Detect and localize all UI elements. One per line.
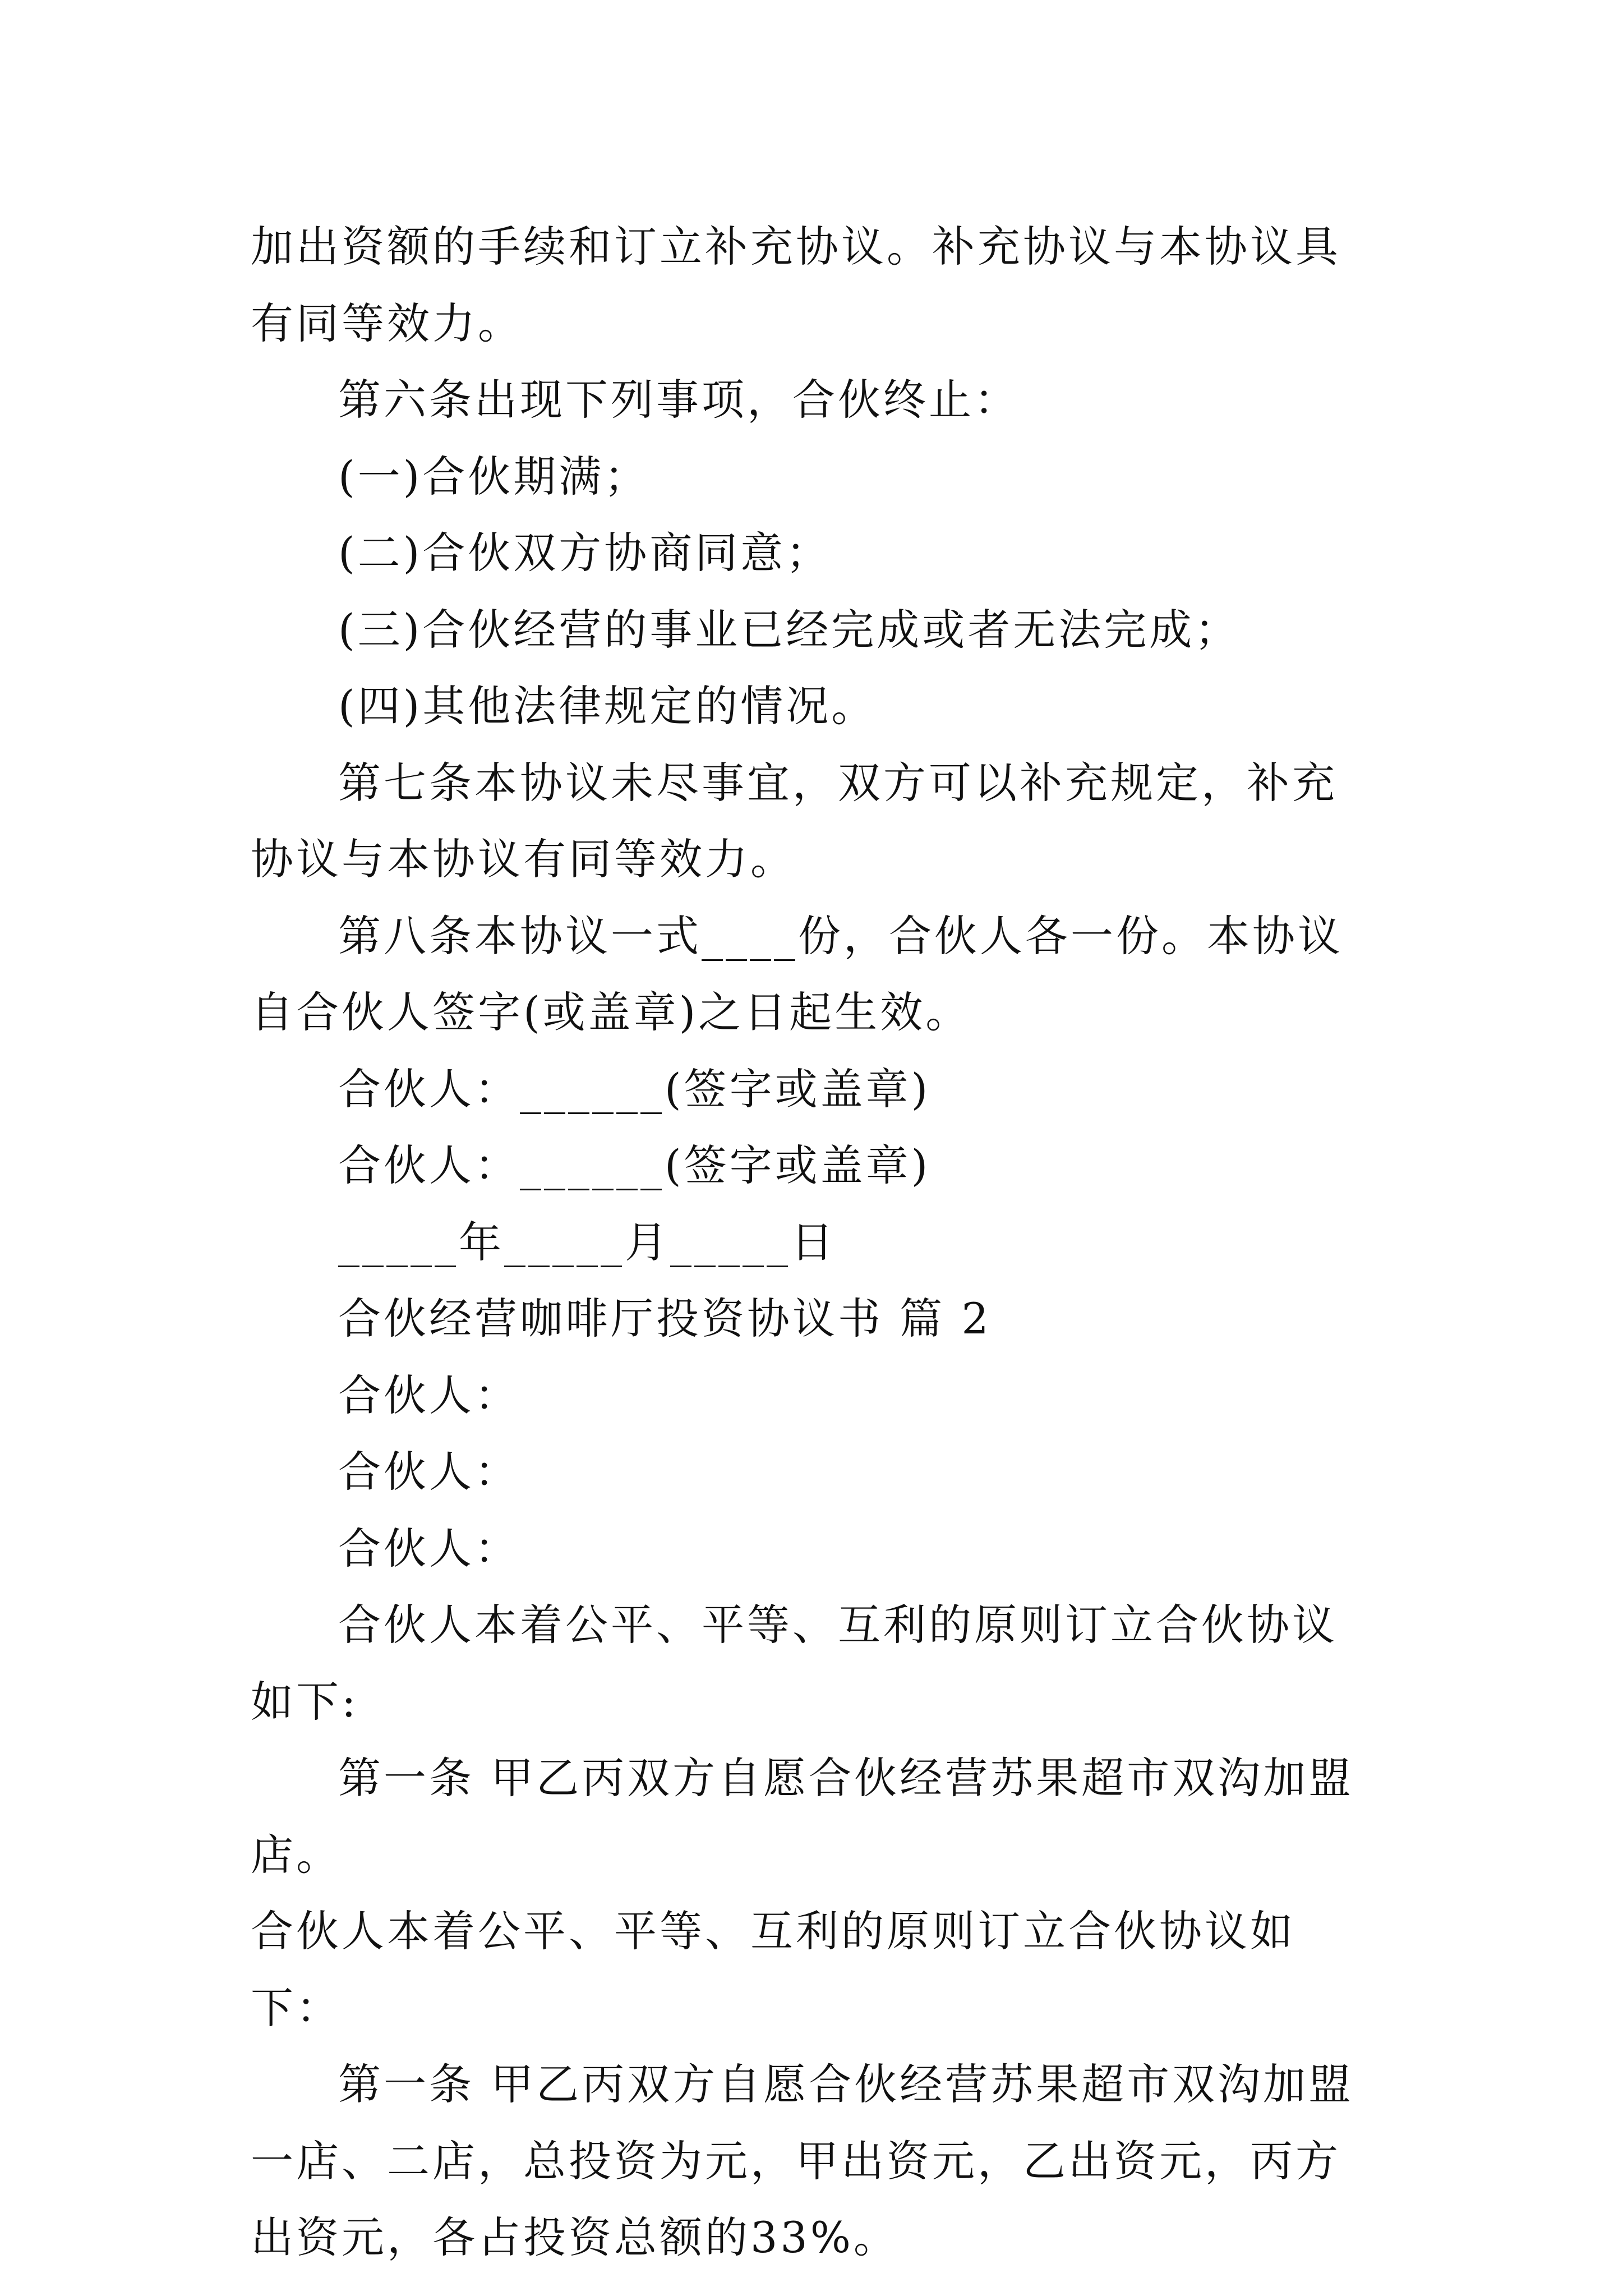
date-line: _____年_____月_____日 bbox=[338, 1217, 836, 1267]
paragraph: (二)合伙双方协商同意； bbox=[338, 528, 832, 578]
signature-line: 合伙人：______(签字或盖章) bbox=[338, 1140, 931, 1190]
paragraph: 第八条本协议一式____份，合伙人各一份。本协议自合伙人签字(或盖章)之日起生效。 bbox=[251, 910, 1343, 1037]
partner-line: 合伙人： bbox=[338, 1523, 520, 1573]
paragraph: (四)其他法律规定的情况。 bbox=[338, 681, 877, 731]
paragraph: 第一条 甲乙丙双方自愿合伙经营苏果超市双沟加盟一店、二店，总投资为元，甲出资元，乙出资元，丙方出资元，各占投资总额的33%。 bbox=[251, 2059, 1354, 2262]
section-title: 合伙经营咖啡厅投资协议书 篇 2 bbox=[338, 1294, 992, 1343]
paragraph: (三)合伙经营的事业已经完成或者无法完成； bbox=[338, 604, 1241, 655]
document-body bbox=[251, 209, 1378, 2276]
paragraph: 第一条 甲乙丙双方自愿合伙经营苏果超市双沟加盟店。 bbox=[251, 1753, 1354, 1880]
signature-line: 合伙人：______(签字或盖章) bbox=[338, 1064, 931, 1114]
partner-line: 合伙人： bbox=[338, 1370, 520, 1420]
paragraph: 第六条出现下列事项，合伙终止： bbox=[338, 375, 1020, 425]
paragraph: 第七条本协议未尽事宜，双方可以补充规定，补充协议与本协议有同等效力。 bbox=[251, 757, 1338, 884]
paragraph: 合伙人本着公平、平等、互利的原则订立合伙协议如下： bbox=[251, 1906, 1295, 2033]
paragraph: 加出资额的手续和订立补充协议。补充协议与本协议具有同等效力。 bbox=[251, 222, 1341, 348]
paragraph: (一)合伙期满； bbox=[338, 451, 650, 501]
partner-line: 合伙人： bbox=[338, 1447, 520, 1497]
paragraph: 合伙人本着公平、平等、互利的原则订立合伙协议如下: bbox=[251, 1600, 1338, 1727]
